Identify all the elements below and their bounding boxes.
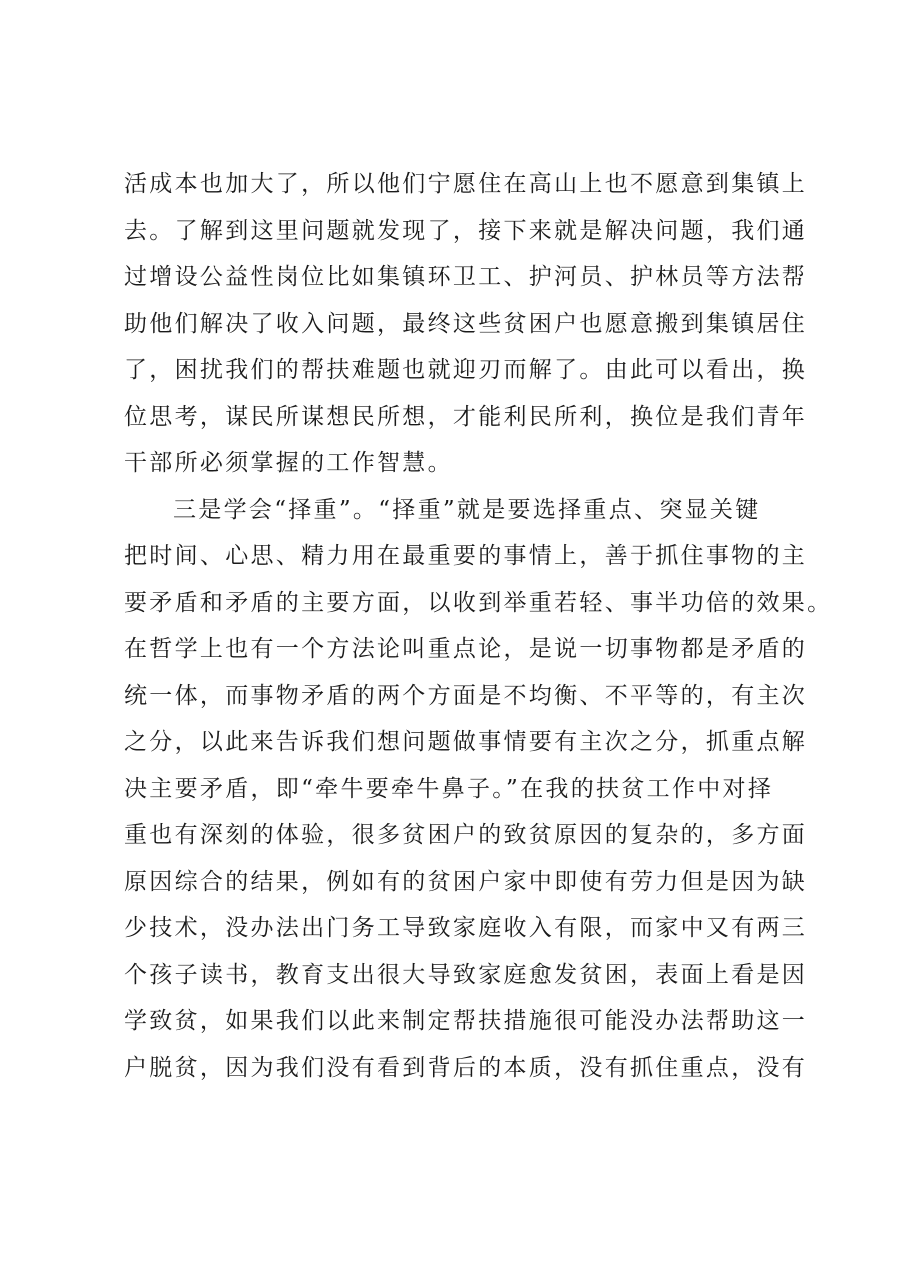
text-line: 个孩子读书，教育支出很大导致家庭愈发贫困，表面上看是因 xyxy=(124,961,808,988)
text-line: 原因综合的结果，例如有的贫困户家中即使有劳力但是因为缺 xyxy=(124,868,808,895)
text-line: 少技术，没办法出门务工导致家庭收入有限，而家中又有两三 xyxy=(124,915,808,941)
body-text xyxy=(124,161,833,1091)
text-line: 活成本也加大了，所以他们宁愿住在高山上也不愿意到集镇上 xyxy=(124,171,808,197)
paragraph-start-line: 三是学会“择重”。“择重”就是要选择重点、突显关键 xyxy=(173,496,761,523)
text-line: 户脱贫，因为我们没有看到背后的本质，没有抓住重点，没有 xyxy=(124,1054,808,1081)
text-line: 助他们解决了收入问题，最终这些贫困户也愿意搬到集镇居住 xyxy=(124,310,808,337)
text-line: 统一体，而事物矛盾的两个方面是不均衡、不平等的，有主次 xyxy=(124,682,808,709)
text-line: 重也有深刻的体验，很多贫困户的致贫原因的复杂的，多方面 xyxy=(124,822,808,848)
text-line: 位思考，谋民所谋想民所想，才能利民所利，换位是我们青年 xyxy=(124,403,808,430)
text-line: 去。了解到这里问题就发现了，接下来就是解决问题，我们通 xyxy=(124,217,808,244)
text-line: 要矛盾和矛盾的主要方面，以收到举重若轻、事半功倍的效果。 xyxy=(124,589,833,616)
text-line: 干部所必须掌握的工作智慧。 xyxy=(124,450,453,476)
text-line: 过增设公益性岗位比如集镇环卫工、护河员、护林员等方法帮 xyxy=(124,264,808,290)
text-line: 之分，以此来告诉我们想问题做事情要有主次之分，抓重点解 xyxy=(124,729,808,755)
text-line: 在哲学上也有一个方法论叫重点论，是说一切事物都是矛盾的 xyxy=(124,636,808,662)
text-line: 学致贫，如果我们以此来制定帮扶措施很可能没办法帮助这一 xyxy=(124,1008,808,1034)
text-line: 把时间、心思、精力用在最重要的事情上，善于抓住事物的主 xyxy=(124,543,808,569)
text-line: 决主要矛盾，即“牵牛要牵牛鼻子。”在我的扶贫工作中对择 xyxy=(124,775,774,802)
text-line: 了，困扰我们的帮扶难题也就迎刃而解了。由此可以看出，换 xyxy=(124,357,808,383)
